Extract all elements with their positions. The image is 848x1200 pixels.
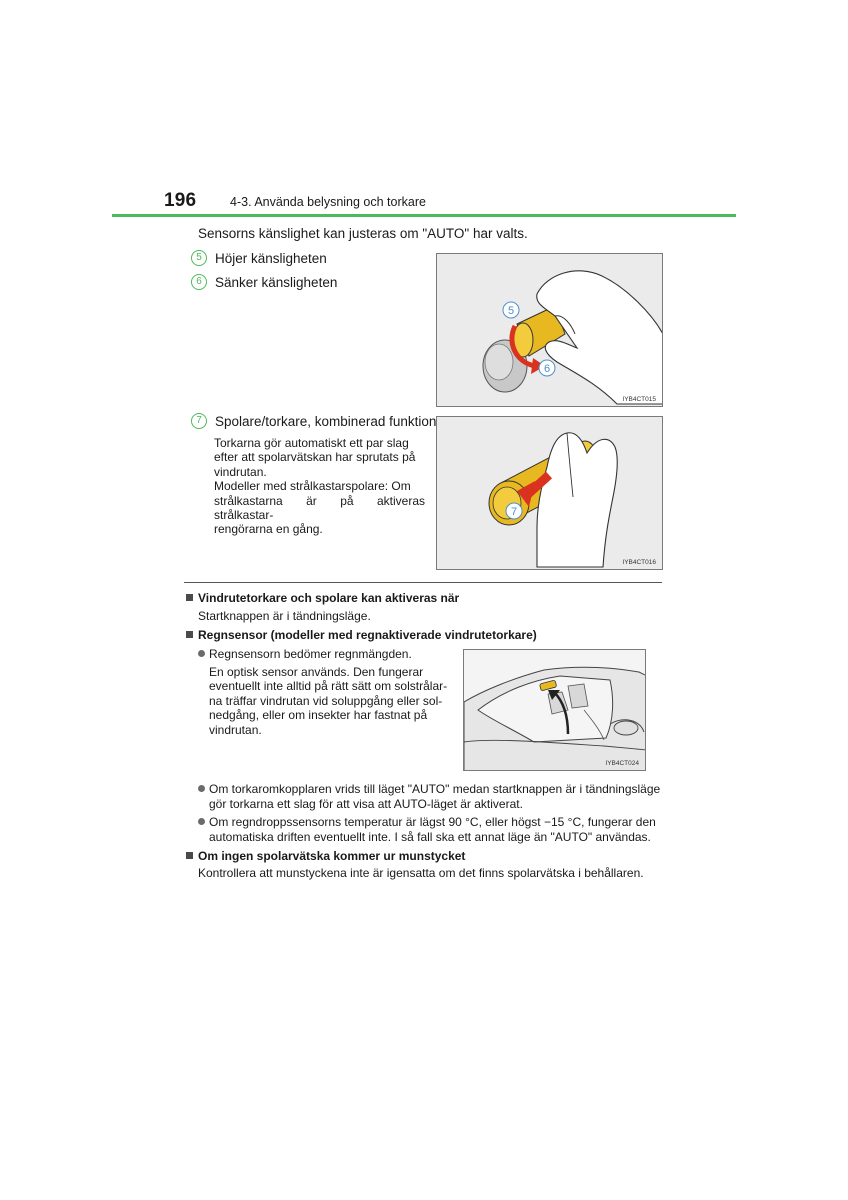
square-bullet-icon	[186, 594, 193, 601]
section-title: 4-3. Använda belysning och torkare	[230, 195, 426, 209]
bullet-1-line: En optisk sensor används. Den fungerar	[209, 665, 424, 679]
number-7-icon: 7	[191, 413, 207, 429]
section-1-heading	[186, 591, 459, 605]
section-3-text: Kontrollera att munstyckena inte är igensatta om det finns spolarvätska i behållaren.	[198, 866, 644, 880]
bullet-1-description	[209, 665, 448, 737]
section-2-heading-text: Regnsensor (modeller med regnaktiverade vindrutetorkare)	[198, 628, 537, 642]
item-7-label: Spolare/torkare, kombinerad funktion	[215, 413, 437, 429]
bullet-2-line: Om torkaromkopplaren vrids till läget "AUTO" medan startknappen är i tändningsläge	[209, 782, 661, 796]
bullet-1-line: vindrutan.	[209, 722, 262, 737]
windshield-illustration	[464, 650, 646, 771]
item-6	[191, 274, 337, 290]
square-bullet-icon	[186, 852, 193, 859]
fig2-label-7: 7	[510, 506, 518, 518]
bullet-1-head-text: Regnsensorn bedömer regnmängden.	[209, 647, 412, 661]
bullet-3-line: Om regndroppssensorns temperatur är lägst 90 °C, eller högst −15 °C, fungerar den	[209, 815, 656, 829]
item-7-line: efter att spolarvätskan har sprutats på	[214, 450, 416, 465]
fig2-code: IYB4CT016	[622, 559, 656, 566]
bullet-1-head	[198, 647, 412, 662]
figure-sensitivity-knob	[436, 253, 663, 407]
number-6-icon: 6	[191, 274, 207, 290]
section-divider	[184, 582, 662, 583]
bullet-icon	[198, 818, 205, 825]
bullet-icon	[198, 785, 205, 792]
hand-knob-illustration	[437, 254, 663, 407]
header-rule	[112, 214, 736, 217]
figure-washer-pull	[436, 416, 663, 570]
bullet-3-line: automatiska driften eventuellt inte. I så fall ska ett annat läge än "AUTO" användas.	[209, 829, 651, 844]
item-7	[191, 413, 436, 429]
bullet-1-line: eventuellt inte alltid på rätt sätt om solstrålar-	[209, 679, 448, 694]
bullet-3	[198, 815, 668, 844]
fig1-label-5: 5	[507, 305, 515, 317]
item-6-label: Sänker känsligheten	[215, 274, 338, 290]
item-7-description	[214, 436, 425, 537]
bullet-1-line: na träffar vindrutan vid soluppgång eller sol-	[209, 693, 443, 708]
fig3-code: IYB4CT024	[605, 760, 639, 767]
bullet-icon	[198, 650, 205, 657]
item-7-line: strålkastarna är på aktiveras strålkastar-	[214, 493, 425, 523]
hand-pull-illustration	[437, 417, 663, 570]
intro-text: Sensorns känslighet kan justeras om "AUTO" har valts.	[198, 226, 528, 241]
item-7-line: Torkarna gör automatiskt ett par slag	[214, 436, 409, 450]
item-7-line: Modeller med strålkastarspolare: Om	[214, 479, 411, 494]
section-3-heading	[186, 849, 465, 863]
bullet-1-line: nedgång, eller om insekter har fastnat på	[209, 708, 428, 723]
section-3-heading-text: Om ingen spolarvätska kommer ur munstycket	[198, 849, 466, 863]
item-7-line: rengörarna en gång.	[214, 522, 323, 537]
item-5	[191, 250, 327, 266]
fig1-code: IYB4CT015	[622, 396, 656, 403]
item-7-line: vindrutan.	[214, 464, 267, 479]
section-1-text: Startknappen är i tändningsläge.	[198, 609, 371, 623]
fig1-label-6: 6	[543, 363, 551, 375]
item-5-label: Höjer känsligheten	[215, 250, 327, 266]
section-2-heading	[186, 628, 537, 642]
section-1-heading-text: Vindrutetorkare och spolare kan aktiveras när	[198, 591, 460, 605]
page-number: 196	[164, 190, 197, 211]
bullet-2	[198, 782, 668, 811]
bullet-2-line: gör torkarna ett slag för att visa att AUTO-läget är aktiverat.	[209, 796, 523, 811]
figure-rain-sensor	[463, 649, 646, 771]
number-5-icon: 5	[191, 250, 207, 266]
square-bullet-icon	[186, 631, 193, 638]
